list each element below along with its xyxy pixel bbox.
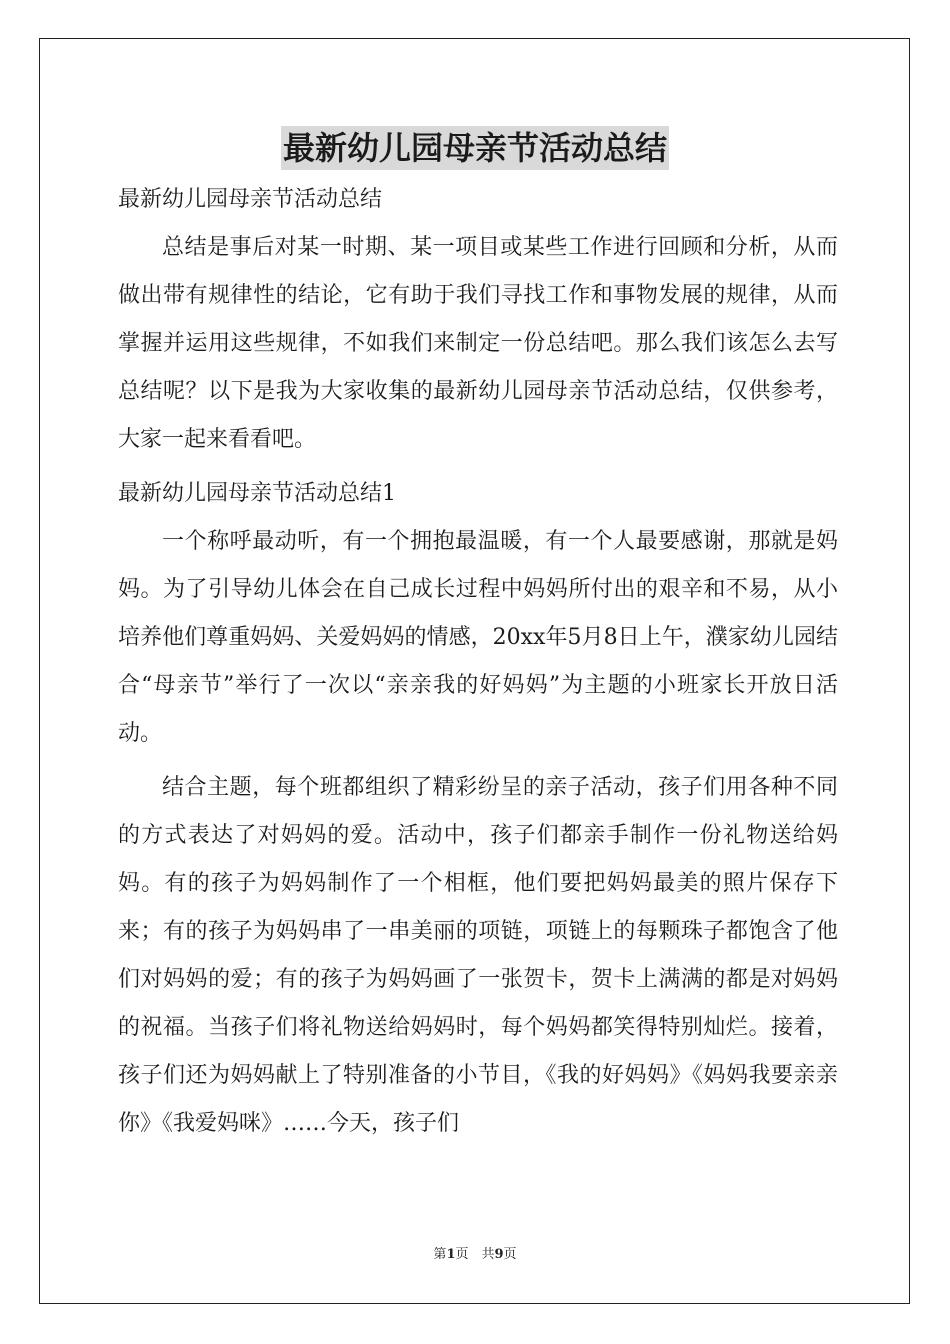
document-subtitle: 最新幼儿园母亲节活动总结 <box>118 187 383 212</box>
page-footer <box>0 1246 950 1264</box>
footer-mid: 页 共 <box>455 1247 495 1262</box>
current-page-number: 1 <box>446 1247 456 1262</box>
section-heading: 最新幼儿园母亲节活动总结1 <box>118 481 396 506</box>
body-paragraph: 一个称呼最动听，有一个拥抱最温暖，有一个人最要感谢，那就是妈妈。为了引导幼儿体会在自己成长过程中妈妈所付出的艰辛和不易，从小培养他们尊重妈妈、关爱妈妈的情感，20xx年5月8日上午，濮家幼儿园结合“母亲节”举行了一次以“亲亲我的好妈妈”为主题的小班家长开放日活动。 <box>118 529 838 746</box>
document-title: 最新幼儿园母亲节活动总结 <box>281 126 669 170</box>
total-page-number: 9 <box>494 1247 504 1262</box>
footer-prefix: 第 <box>433 1247 447 1262</box>
footer-suffix: 页 <box>503 1247 517 1262</box>
document-body <box>118 176 838 1154</box>
body-paragraph: 结合主题，每个班都组织了精彩纷呈的亲子活动，孩子们用各种不同的方式表达了对妈妈的爱。活动中，孩子们都亲手制作一份礼物送给妈妈。有的孩子为妈妈制作了一个相框，他们要把妈妈最美的照片保存下来；有的孩子为妈妈串了一串美丽的项链，项链上的每颗珠子都饱含了他们对妈妈的爱；有的孩子为妈妈画了一张贺卡，贺卡上满满的都是对妈妈的祝福。当孩子们将礼物送给妈妈时，每个妈妈都笑得特别灿烂。接着，孩子们还为妈妈献上了特别准备的小节目，《我的好妈妈》《妈妈我要亲亲你》《我爱妈咪》……今天，孩子们 <box>118 775 838 1136</box>
intro-paragraph: 总结是事后对某一时期、某一项目或某些工作进行回顾和分析，从而做出带有规律性的结论，它有助于我们寻找工作和事物发展的规律，从而掌握并运用这些规律，不如我们来制定一份总结吧。那么我们该怎么去写总结呢？以下是我为大家收集的最新幼儿园母亲节活动总结，仅供参考，大家一起来看看吧。 <box>118 235 838 452</box>
title-wrap <box>0 126 950 170</box>
